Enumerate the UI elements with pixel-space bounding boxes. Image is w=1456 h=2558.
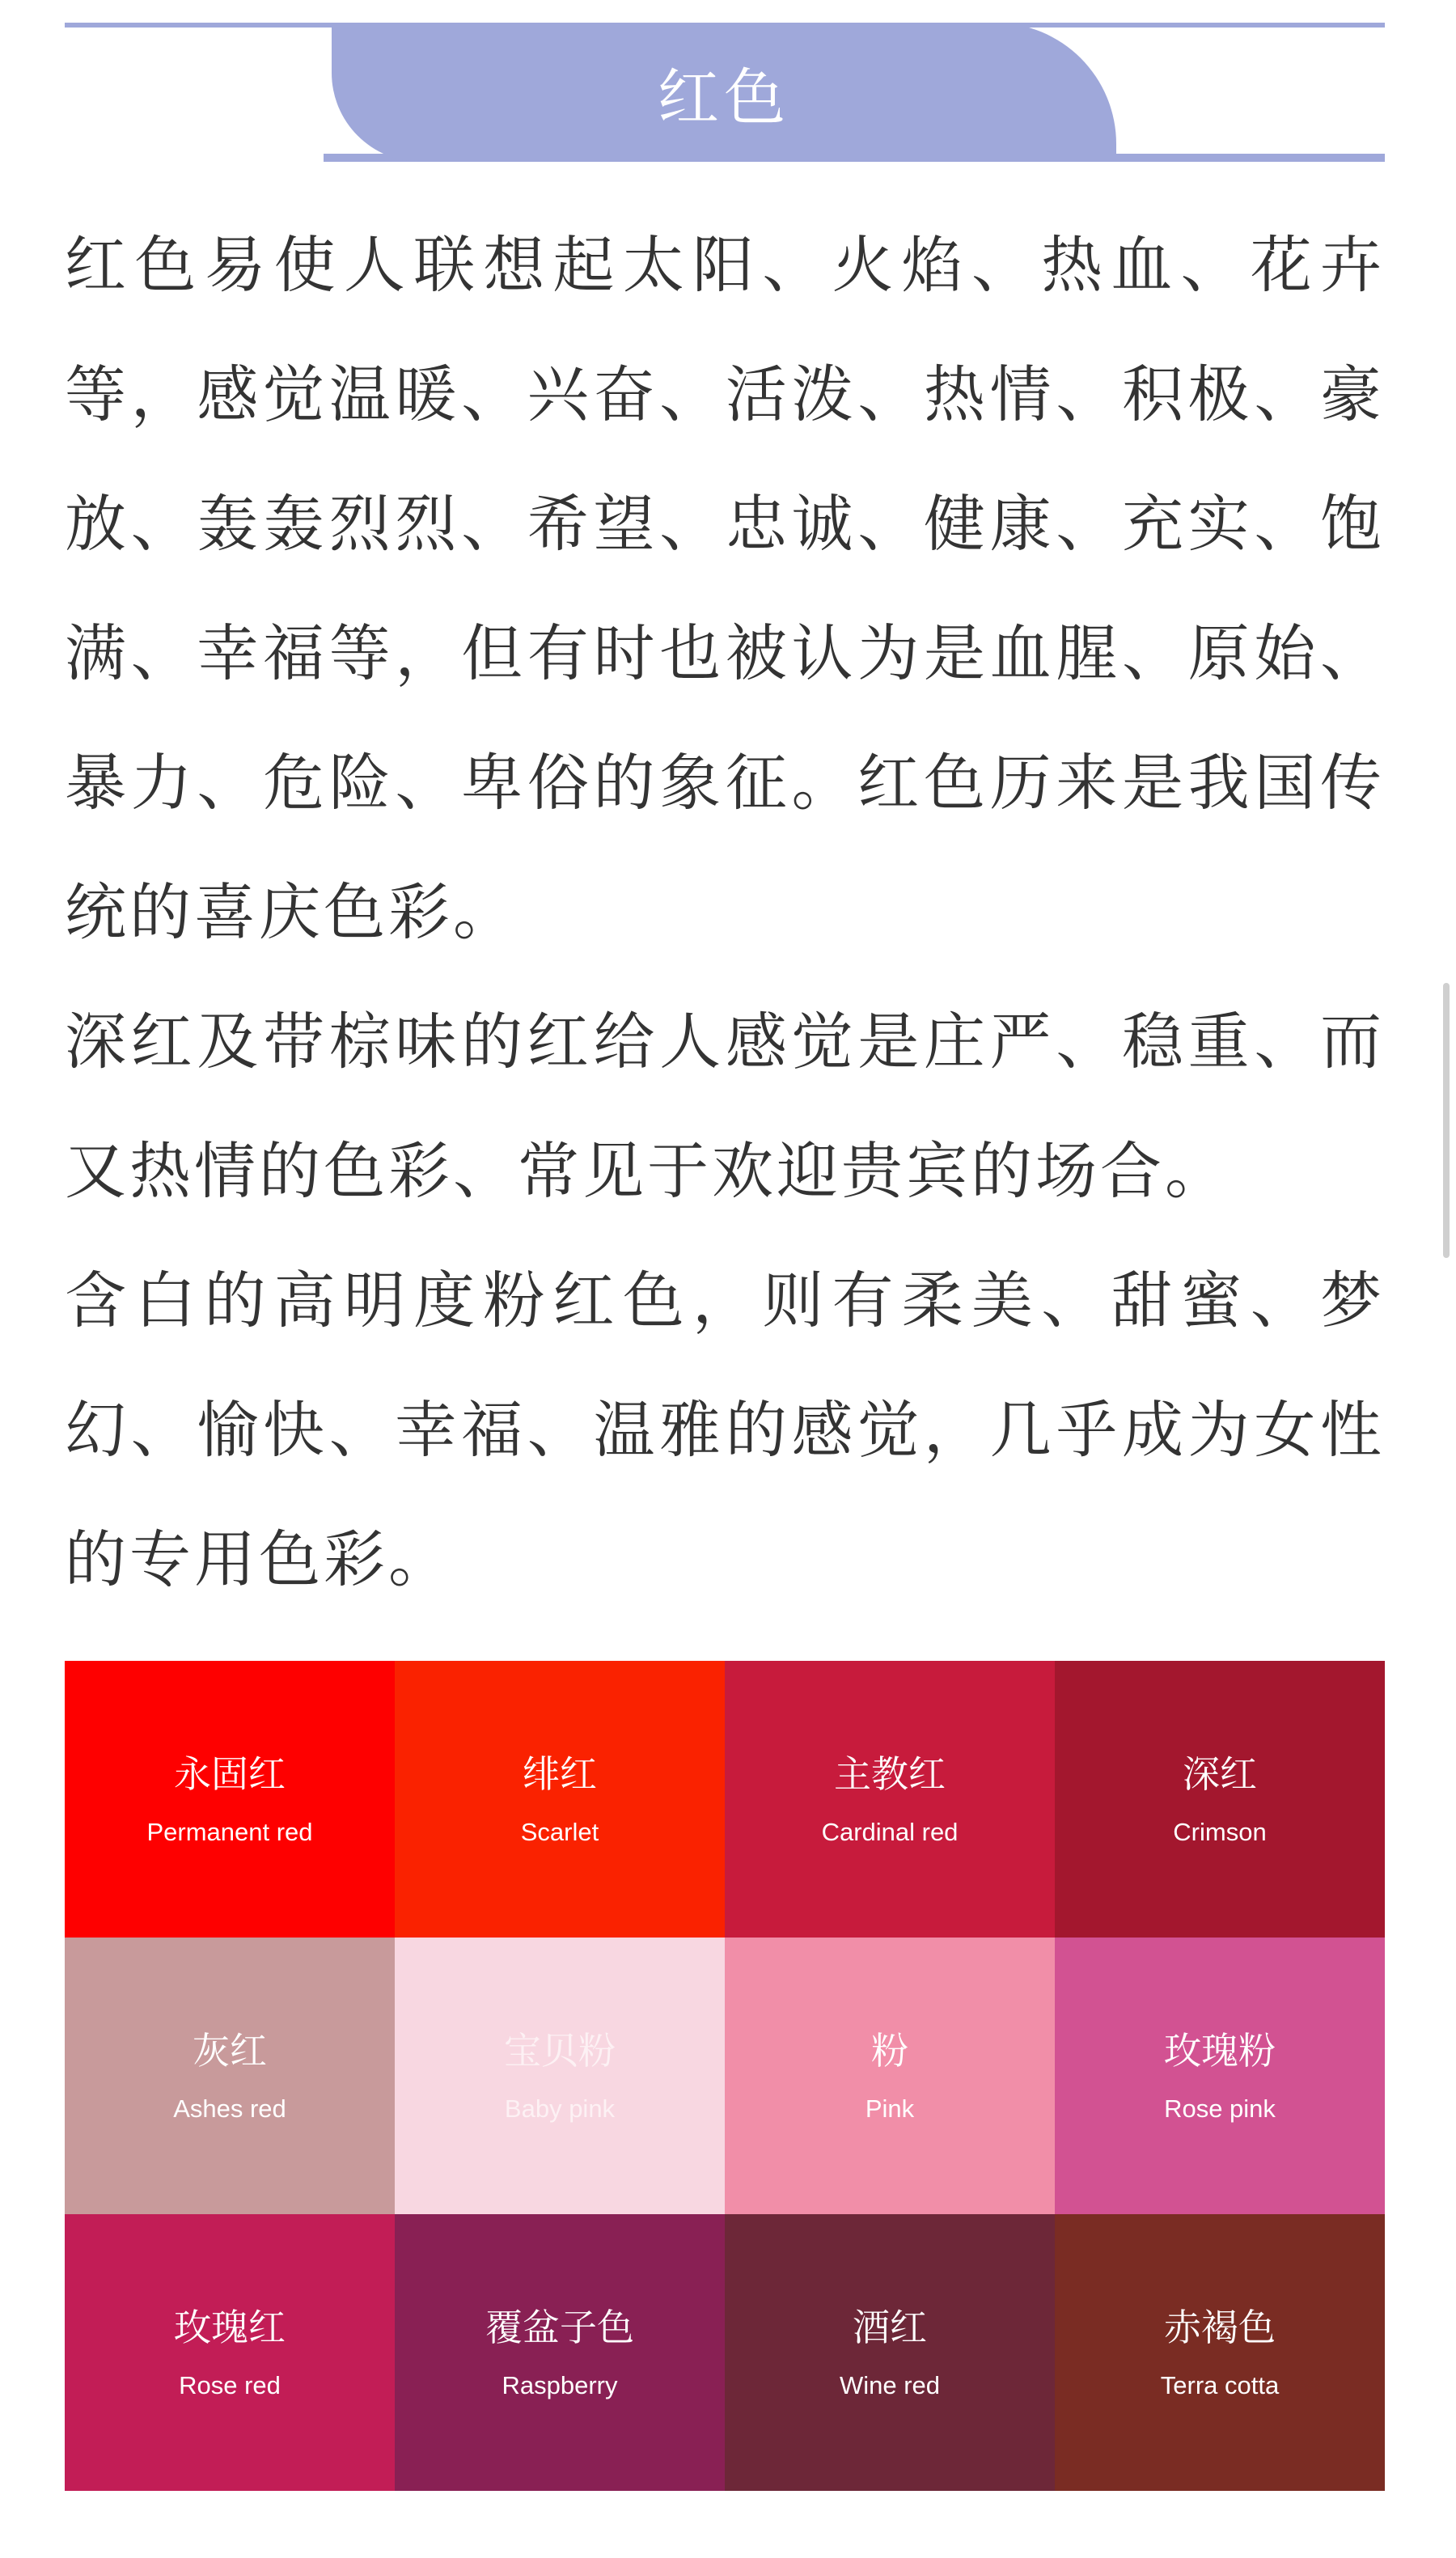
color-swatch bbox=[65, 2214, 395, 2491]
swatch-chinese-name: 粉 bbox=[871, 2029, 908, 2073]
swatch-chinese-name: 覆盆子色 bbox=[485, 2306, 634, 2349]
swatch-english-name: Permanent red bbox=[146, 1818, 313, 1846]
swatch-english-name: Terra cotta bbox=[1160, 2371, 1280, 2399]
swatch-english-name: Raspberry bbox=[502, 2371, 618, 2399]
swatch-english-name: Cardinal red bbox=[821, 1818, 959, 1846]
swatch-english-name: Wine red bbox=[839, 2371, 941, 2399]
color-swatch bbox=[395, 1661, 725, 1938]
swatch-english-name: Rose red bbox=[179, 2371, 281, 2399]
article-paragraph: 红色易使人联想起太阳、火焰、热血、花卉等，感觉温暖、兴奋、活泼、热情、积极、豪放、轰轰烈烈、希望、忠诚、健康、充实、饱满、幸福等，但有时也被认为是血腥、原始、暴力、危险、卑俗的象征。红色历来是我国传统的喜庆色彩。 bbox=[65, 229, 1385, 948]
swatch-chinese-name: 玫瑰粉 bbox=[1164, 2029, 1276, 2073]
swatch-chinese-name: 永固红 bbox=[174, 1752, 286, 1796]
color-swatch bbox=[1055, 1938, 1385, 2214]
color-swatch bbox=[65, 1938, 395, 2214]
swatch-chinese-name: 深红 bbox=[1183, 1752, 1257, 1796]
color-swatch bbox=[395, 2214, 725, 2491]
swatch-chinese-name: 宝贝粉 bbox=[504, 2029, 616, 2073]
swatch-english-name: Pink bbox=[865, 2094, 915, 2123]
swatch-chinese-name: 主教红 bbox=[834, 1752, 946, 1796]
article-paragraph: 含白的高明度粉红色，则有柔美、甜蜜、梦幻、愉快、幸福、温雅的感觉，几乎成为女性的专用色彩。 bbox=[65, 1264, 1385, 1595]
swatch-english-name: Scarlet bbox=[520, 1818, 599, 1846]
swatch-chinese-name: 灰红 bbox=[193, 2029, 267, 2073]
color-swatch bbox=[725, 1938, 1055, 2214]
color-swatch bbox=[395, 1938, 725, 2214]
section-title-tab bbox=[332, 23, 1116, 162]
swatch-english-name: Crimson bbox=[1173, 1818, 1267, 1846]
color-swatch bbox=[65, 1661, 395, 1938]
scrollbar-thumb[interactable] bbox=[1443, 983, 1450, 1258]
swatch-english-name: Baby pink bbox=[504, 2094, 616, 2123]
section-title: 红色 bbox=[658, 61, 790, 133]
color-palette-grid bbox=[65, 1661, 1385, 2490]
swatch-chinese-name: 赤褐色 bbox=[1164, 2306, 1276, 2349]
swatch-chinese-name: 绯红 bbox=[523, 1752, 597, 1796]
article-paragraph: 深红及带棕味的红给人感觉是庄严、稳重、而又热情的色彩、常见于欢迎贵宾的场合。 bbox=[65, 1006, 1385, 1207]
article-body bbox=[65, 201, 1385, 1624]
color-swatch bbox=[725, 2214, 1055, 2491]
color-swatch bbox=[725, 1661, 1055, 1938]
swatch-chinese-name: 玫瑰红 bbox=[174, 2306, 286, 2349]
color-swatch bbox=[1055, 2214, 1385, 2491]
swatch-chinese-name: 酒红 bbox=[853, 2306, 927, 2349]
swatch-english-name: Ashes red bbox=[173, 2094, 286, 2123]
color-swatch bbox=[1055, 1661, 1385, 1938]
swatch-english-name: Rose pink bbox=[1164, 2094, 1276, 2123]
